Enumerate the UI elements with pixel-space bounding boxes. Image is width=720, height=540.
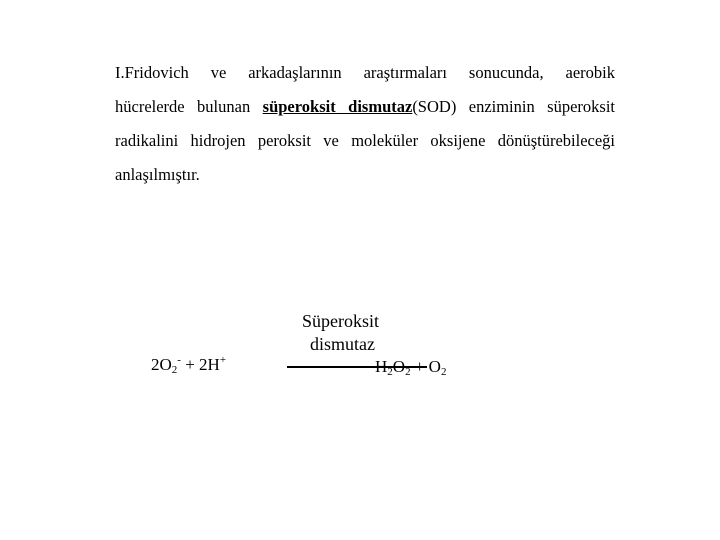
proton-charge: + <box>219 354 227 366</box>
products <box>375 358 446 378</box>
paragraph-line-2-end: (SOD) enziminin süperoksit <box>412 97 615 116</box>
peroxide-o: O <box>392 357 406 376</box>
oxygen-subscript: 2 <box>440 366 447 378</box>
reactants <box>151 355 226 376</box>
products-plus: + <box>410 357 429 376</box>
enzyme-name-emphasis: süperoksit dismutaz <box>262 97 413 116</box>
paragraph-line-3: radikalini hidrojen peroksit ve moleküler oksijene dönüştürebileceği <box>115 131 615 150</box>
paragraph-line-2-start: hücrelerde bulunan <box>115 97 263 116</box>
proton-term: + 2H <box>180 355 220 374</box>
enzyme-label-line-1: Süperoksit <box>302 311 380 331</box>
peroxide-o-subscript: 2 <box>405 366 411 378</box>
superoxide-charge: - <box>177 354 181 366</box>
paragraph-line-4: anlaşılmıştır. <box>115 165 200 184</box>
peroxide-h: H <box>375 357 388 376</box>
body-paragraph <box>115 56 615 192</box>
enzyme-label-line-2: dismutaz <box>310 334 375 354</box>
paragraph-line-2 <box>115 90 615 124</box>
oxygen-formula: O <box>428 357 441 376</box>
peroxide-h-subscript: 2 <box>387 366 393 378</box>
superoxide-subscript: 2 <box>171 364 178 376</box>
superoxide-formula: 2O <box>151 355 172 374</box>
paragraph-line-1: I.Fridovich ve arkadaşlarının araştırmaları sonucunda, aerobik <box>115 63 615 82</box>
